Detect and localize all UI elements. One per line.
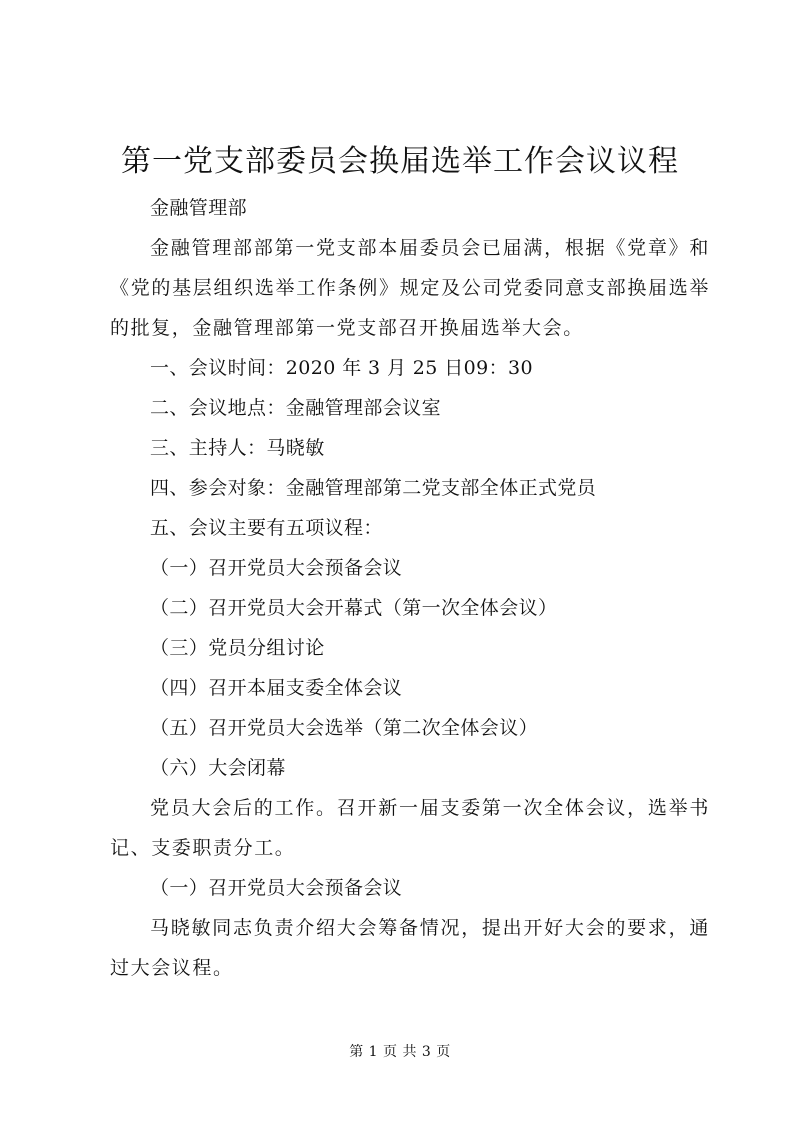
- agenda-item: （六）大会闭幕: [150, 757, 286, 779]
- agenda-item: （一）召开党员大会预备会议: [150, 557, 403, 579]
- agenda-item: （五）召开党员大会选举（第二次全体会议）: [150, 717, 539, 739]
- paragraph-department: 金融管理部: [150, 197, 248, 219]
- paragraph-post-meeting: 党员大会后的工作。召开新一届支委第一次全体会议，选举书记、支委职责分工。: [110, 797, 710, 859]
- paragraph-intro: 金融管理部部第一党支部本届委员会已届满，根据《党章》和《党的基层组织选举工作条例》规定及公司党委同意支部换届选举的批复，金融管理部第一党支部召开换届选举大会。: [110, 237, 710, 339]
- paragraph-section-detail: 马晓敏同志负责介绍大会筹备情况，提出开好大会的要求，通过大会议程。: [110, 917, 710, 979]
- agenda-item: （三）党员分组讨论: [150, 637, 325, 659]
- page-footer: 第 1 页 共 3 页: [349, 1044, 451, 1060]
- document-title: 第一党支部委员会换届选举工作会议议程: [121, 144, 679, 179]
- paragraph-attendees: 四、参会对象：金融管理部第二党支部全体正式党员: [150, 477, 597, 499]
- paragraph-meeting-time: 一、会议时间：2020 年 3 月 25 日09：30: [150, 357, 533, 379]
- paragraph-agenda-heading: 五、会议主要有五项议程：: [150, 517, 383, 539]
- paragraph-meeting-place: 二、会议地点：金融管理部会议室: [150, 397, 442, 419]
- section-heading: （一）召开党员大会预备会议: [150, 877, 403, 899]
- agenda-item: （二）召开党员大会开幕式（第一次全体会议）: [150, 597, 558, 619]
- document-body: [110, 188, 710, 988]
- agenda-item: （四）召开本届支委全体会议: [150, 677, 403, 699]
- paragraph-host: 三、主持人：马晓敏: [150, 437, 325, 459]
